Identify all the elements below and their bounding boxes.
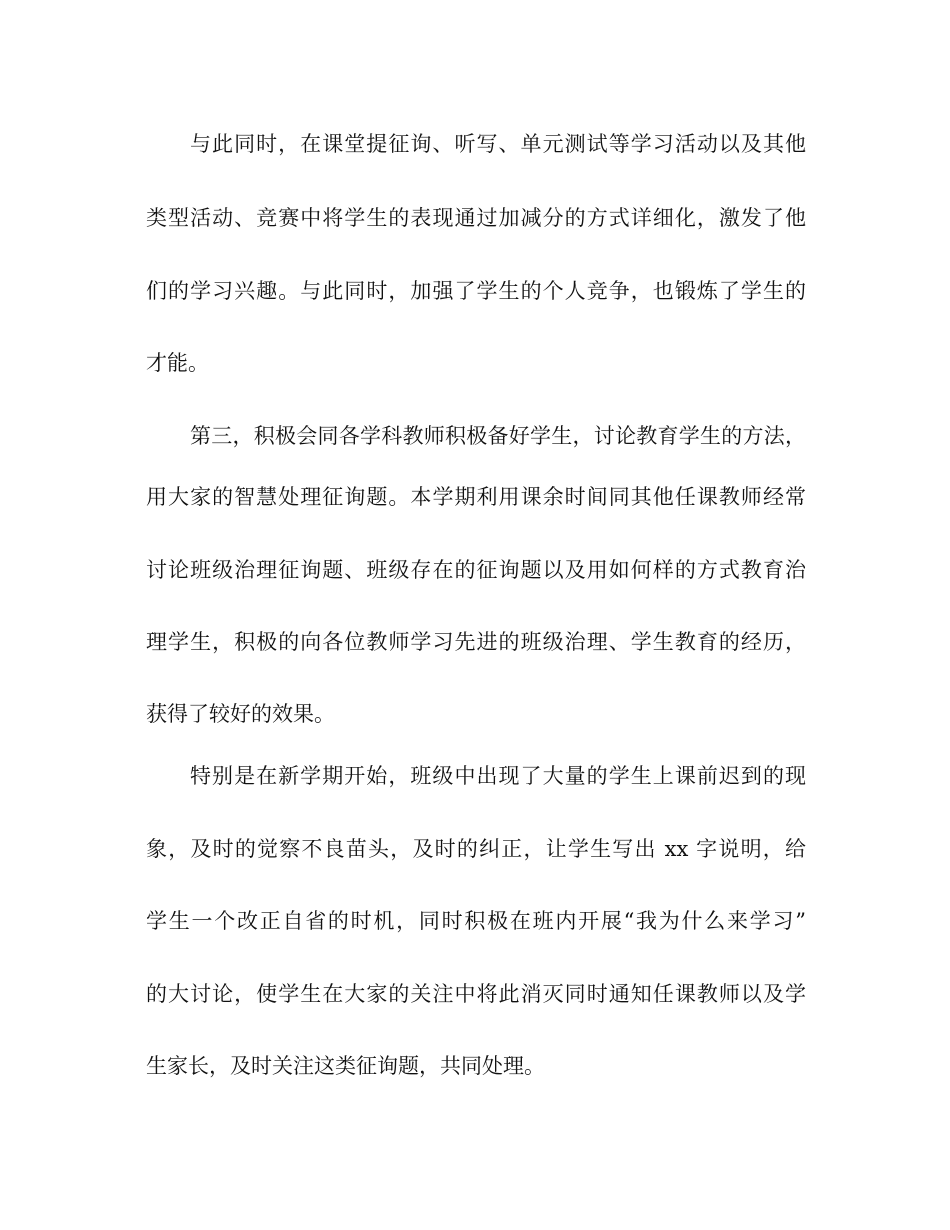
paragraph-3-line-4: 的大讨论，使学生在大家的关注中将此消灭同时通知任课教师以及学	[146, 982, 806, 1006]
paragraph-3-line-2: 象，及时的觉察不良苗头，及时的纠正，让学生写出 xx 字说明，给	[146, 837, 806, 861]
paragraph-1-line-4: 才能。	[146, 351, 209, 375]
paragraph-3-line-1: 特别是在新学期开始，班级中出现了大量的学生上课前迟到的现	[190, 764, 806, 788]
paragraph-2-line-2: 用大家的智慧处理征询题。本学期利用课余时间同其他任课教师经常	[146, 485, 806, 509]
paragraph-2-line-5: 获得了较好的效果。	[146, 702, 335, 726]
paragraph-1-line-1: 与此同时，在课堂提征询、听写、单元测试等学习活动以及其他	[190, 132, 806, 156]
paragraph-1-line-2: 类型活动、竞赛中将学生的表现通过加减分的方式详细化，激发了他	[146, 206, 806, 230]
paragraph-3-line-3: 学生一个改正自省的时机，同时积极在班内开展“我为什么来学习”	[146, 909, 806, 933]
paragraph-2-line-3: 讨论班级治理征询题、班级存在的征询题以及用如何样的方式教育治	[146, 558, 806, 582]
paragraph-2-line-1: 第三，积极会同各学科教师积极备好学生，讨论教育学生的方法，	[190, 424, 806, 448]
paragraph-1-line-3: 们的学习兴趣。与此同时，加强了学生的个人竞争，也锻炼了学生的	[146, 279, 806, 303]
paragraph-2-line-4: 理学生，积极的向各位教师学习先进的班级治理、学生教育的经历，	[146, 630, 806, 654]
paragraph-3-line-5: 生家长，及时关注这类征询题，共同处理。	[146, 1054, 545, 1078]
